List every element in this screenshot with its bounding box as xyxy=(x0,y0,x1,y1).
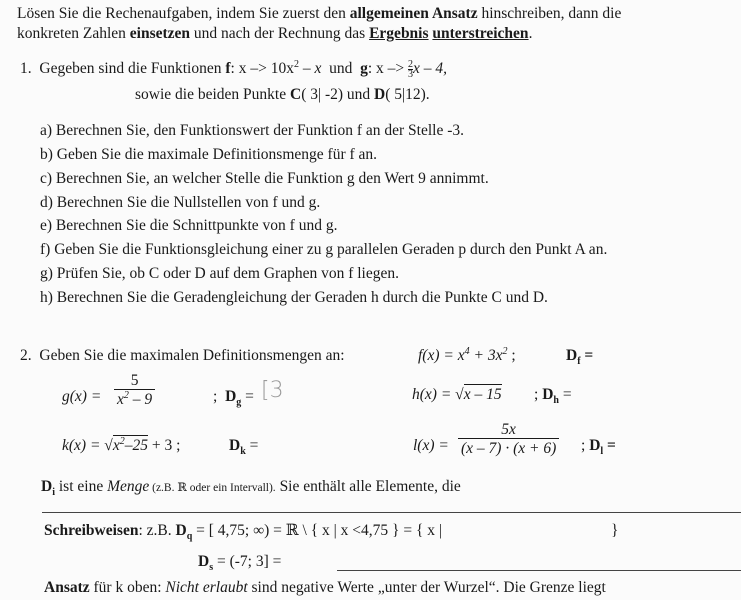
q2-l-lhs: l(x) = xyxy=(413,437,449,454)
di-example: (z.B. ℝ oder ein Intervall). xyxy=(149,482,276,494)
q2-h-lhs: h(x) = xyxy=(412,386,452,403)
q2-g-num: 5 xyxy=(130,372,139,389)
q2-f-equation xyxy=(418,346,516,365)
q1-und: und xyxy=(329,60,353,77)
q1-point-d: D xyxy=(374,86,386,103)
q1-f-exponent: 2 xyxy=(293,58,299,70)
q2-dh-semi: ; xyxy=(534,386,539,403)
q2-g-den-x: x xyxy=(117,391,124,408)
q2-g-den-exp: 2 xyxy=(123,389,129,401)
q1-g-frac-num: 2 xyxy=(408,58,414,70)
q2-df-eq: = xyxy=(580,347,594,364)
q1-item-e: e) Berechnen Sie die Schnittpunkte von f und g. xyxy=(40,217,338,234)
q1-item-a: a) Berechnen Sie, den Funktionswert der Funktion f an der Stelle -3. xyxy=(40,122,464,139)
di-text-2: Sie enthält alle Elemente, die xyxy=(275,478,461,495)
q2-h-radicand: x – 15 xyxy=(463,386,502,403)
q2-df-sub: f xyxy=(577,356,581,368)
q1-f-map: : x –> 10x xyxy=(230,60,294,77)
di-sub: i xyxy=(52,487,55,499)
q2-dg-eq: = xyxy=(241,388,254,405)
q2-f-exp2: 2 xyxy=(502,345,508,357)
intro-text: und nach der Rechnung das xyxy=(190,25,370,42)
q2-k-lhs: k(x) = xyxy=(62,437,101,454)
q2-line-1 xyxy=(20,346,345,365)
q2-g-fraction xyxy=(114,372,155,409)
intro-line-1 xyxy=(17,4,621,23)
q2-k-rad-x: x xyxy=(112,437,120,454)
q2-k-rad-b: –25 xyxy=(124,437,148,454)
q1-number: 1. xyxy=(20,60,32,77)
q2-f-exp1: 4 xyxy=(464,345,470,357)
schreib-text: : z.B. xyxy=(138,522,176,539)
divider-line xyxy=(42,512,741,513)
q1-item-g: g) Prüfen Sie, ob C oder D auf dem Graphen von f liegen. xyxy=(40,265,399,282)
schreib-ds-line xyxy=(198,552,282,574)
q2-h-equation: h(x) = √x – 15 xyxy=(412,386,502,403)
ansatz-label: Ansatz xyxy=(44,579,90,596)
q1-g-rest: x – 4, xyxy=(413,60,448,77)
schreib-line xyxy=(44,521,442,543)
q2-g-den-rest: – 9 xyxy=(128,391,153,408)
q2-dl xyxy=(581,436,616,458)
ansatz-text-2: sind negative Werte „unter der Wurzel“. Die Grenze liegt xyxy=(247,579,606,596)
q1-g-frac-den: 3 xyxy=(408,68,414,80)
di-text: ist eine xyxy=(54,478,108,495)
q2-l-num: 5x xyxy=(501,421,516,438)
intro-line-2 xyxy=(17,24,532,43)
q2-dg-sub: g xyxy=(236,397,242,409)
intro-bold-unterstreichen: unterstreichen xyxy=(432,25,529,42)
q2-g-den xyxy=(114,389,155,409)
q2-dk-sub: k xyxy=(240,446,246,458)
q2-l-den: (x – 7) · (x + 6) xyxy=(458,438,559,458)
q2-dk xyxy=(229,436,259,458)
ds-answer-line xyxy=(337,570,741,571)
q2-l-fraction xyxy=(458,421,559,458)
q2-dl-sub: l xyxy=(600,446,604,458)
q1-f-rest: – x xyxy=(298,60,322,77)
q2-dg xyxy=(213,387,254,409)
intro-bold-ergebnis: Ergebnis xyxy=(369,25,429,42)
q2-dh-sub: h xyxy=(553,395,559,407)
q2-dk-D: D xyxy=(229,437,241,454)
q1-point-c: C xyxy=(289,86,302,103)
q1-line-1 xyxy=(20,59,447,79)
q2-df-D: D xyxy=(566,347,578,364)
q2-f-end: ; xyxy=(507,347,516,364)
q2-dk-eq: = xyxy=(245,437,259,454)
q1-item-d: d) Berechnen Sie die Nullstellen von f und g. xyxy=(40,194,321,211)
q1-item-b: b) Geben Sie die maximale Definitionsmenge für f an. xyxy=(40,146,378,163)
q1-g-label: g xyxy=(360,60,368,77)
schreib-closing-brace: } xyxy=(611,522,619,539)
q2-dh-eq: = xyxy=(558,386,572,403)
q2-k-rad-exp: 2 xyxy=(119,435,125,447)
di-line xyxy=(41,477,461,498)
schreib-ds-value: = (-7; 3] = xyxy=(213,553,282,570)
schreib-dq-sub: q xyxy=(186,531,193,543)
q1-text: Gegeben sind die Funktionen xyxy=(39,60,226,77)
intro-text: hinschreiben, dann die xyxy=(477,5,622,22)
q1-point-d-value: ( 5|12). xyxy=(385,86,430,103)
intro-bold-ansatz: allgemeinen Ansatz xyxy=(349,5,478,22)
q2-dg-handwriting: [3 xyxy=(261,378,284,403)
q2-k-equation: $k(x) = √x^2-25 + 3$ ; xyxy=(62,435,181,454)
di-D: D xyxy=(41,478,53,495)
q2-dl-eq: = xyxy=(603,437,616,454)
intro-text: konkreten Zahlen xyxy=(17,25,130,42)
ansatz-italic: Nicht erlaubt xyxy=(165,579,248,596)
schreib-dq-D: D xyxy=(175,522,187,539)
q1-points-text: sowie die beiden Punkte xyxy=(135,86,290,103)
q2-number: 2. xyxy=(20,347,32,364)
q1-item-f: f) Geben Sie die Funktionsgleichung einer zu g parallelen Geraden p durch den Punkt A an. xyxy=(40,241,608,258)
q2-f-lhs: f(x) = x xyxy=(418,347,465,364)
q2-k-rest: + 3 ; xyxy=(147,437,181,454)
q2-dl-semi: ; xyxy=(581,437,586,454)
q2-text: Geben Sie die maximalen Definitionsmengen an: xyxy=(39,347,345,364)
intro-text: Lösen Sie die Rechenaufgaben, indem Sie zuerst den xyxy=(17,5,350,22)
q2-k-radicand xyxy=(113,435,148,454)
q1-item-h: h) Berechnen Sie die Geradengleichung der Geraden h durch die Punkte C und D. xyxy=(40,289,548,306)
q2-dh xyxy=(534,385,572,407)
q1-line-2 xyxy=(135,85,430,104)
q2-df-label xyxy=(566,346,594,368)
q2-dh-D: D xyxy=(542,386,554,403)
q2-dg-D: D xyxy=(225,388,237,405)
ansatz-text: für k oben: xyxy=(89,579,166,596)
q1-f-label: f xyxy=(225,60,231,77)
q2-f-mid: + 3x xyxy=(469,347,503,364)
di-menge: Menge xyxy=(107,478,150,495)
schreib-label: Schreibweisen xyxy=(44,522,139,539)
intro-bold-einsetzen: einsetzen xyxy=(129,25,191,42)
q1-item-c: c) Berechnen Sie, an welcher Stelle die Funktion g den Wert 9 annimmt. xyxy=(40,170,489,187)
q1-g-map: : x –> xyxy=(367,60,409,77)
q2-g-lhs: g(x) = xyxy=(62,388,102,405)
schreib-ds-D: D xyxy=(198,553,210,570)
q2-dl-D: D xyxy=(589,437,601,454)
schreib-ds-sub: s xyxy=(209,562,214,574)
ansatz-line xyxy=(44,578,606,597)
intro-text: . xyxy=(528,25,533,42)
schreib-notation: = [ 4,75; ∞) = ℝ \ { x | x <4,75 } = { x | xyxy=(192,522,442,539)
q2-dg-semi: ; xyxy=(213,388,218,405)
q1-point-c-value: ( 3| -2) und xyxy=(301,86,375,103)
